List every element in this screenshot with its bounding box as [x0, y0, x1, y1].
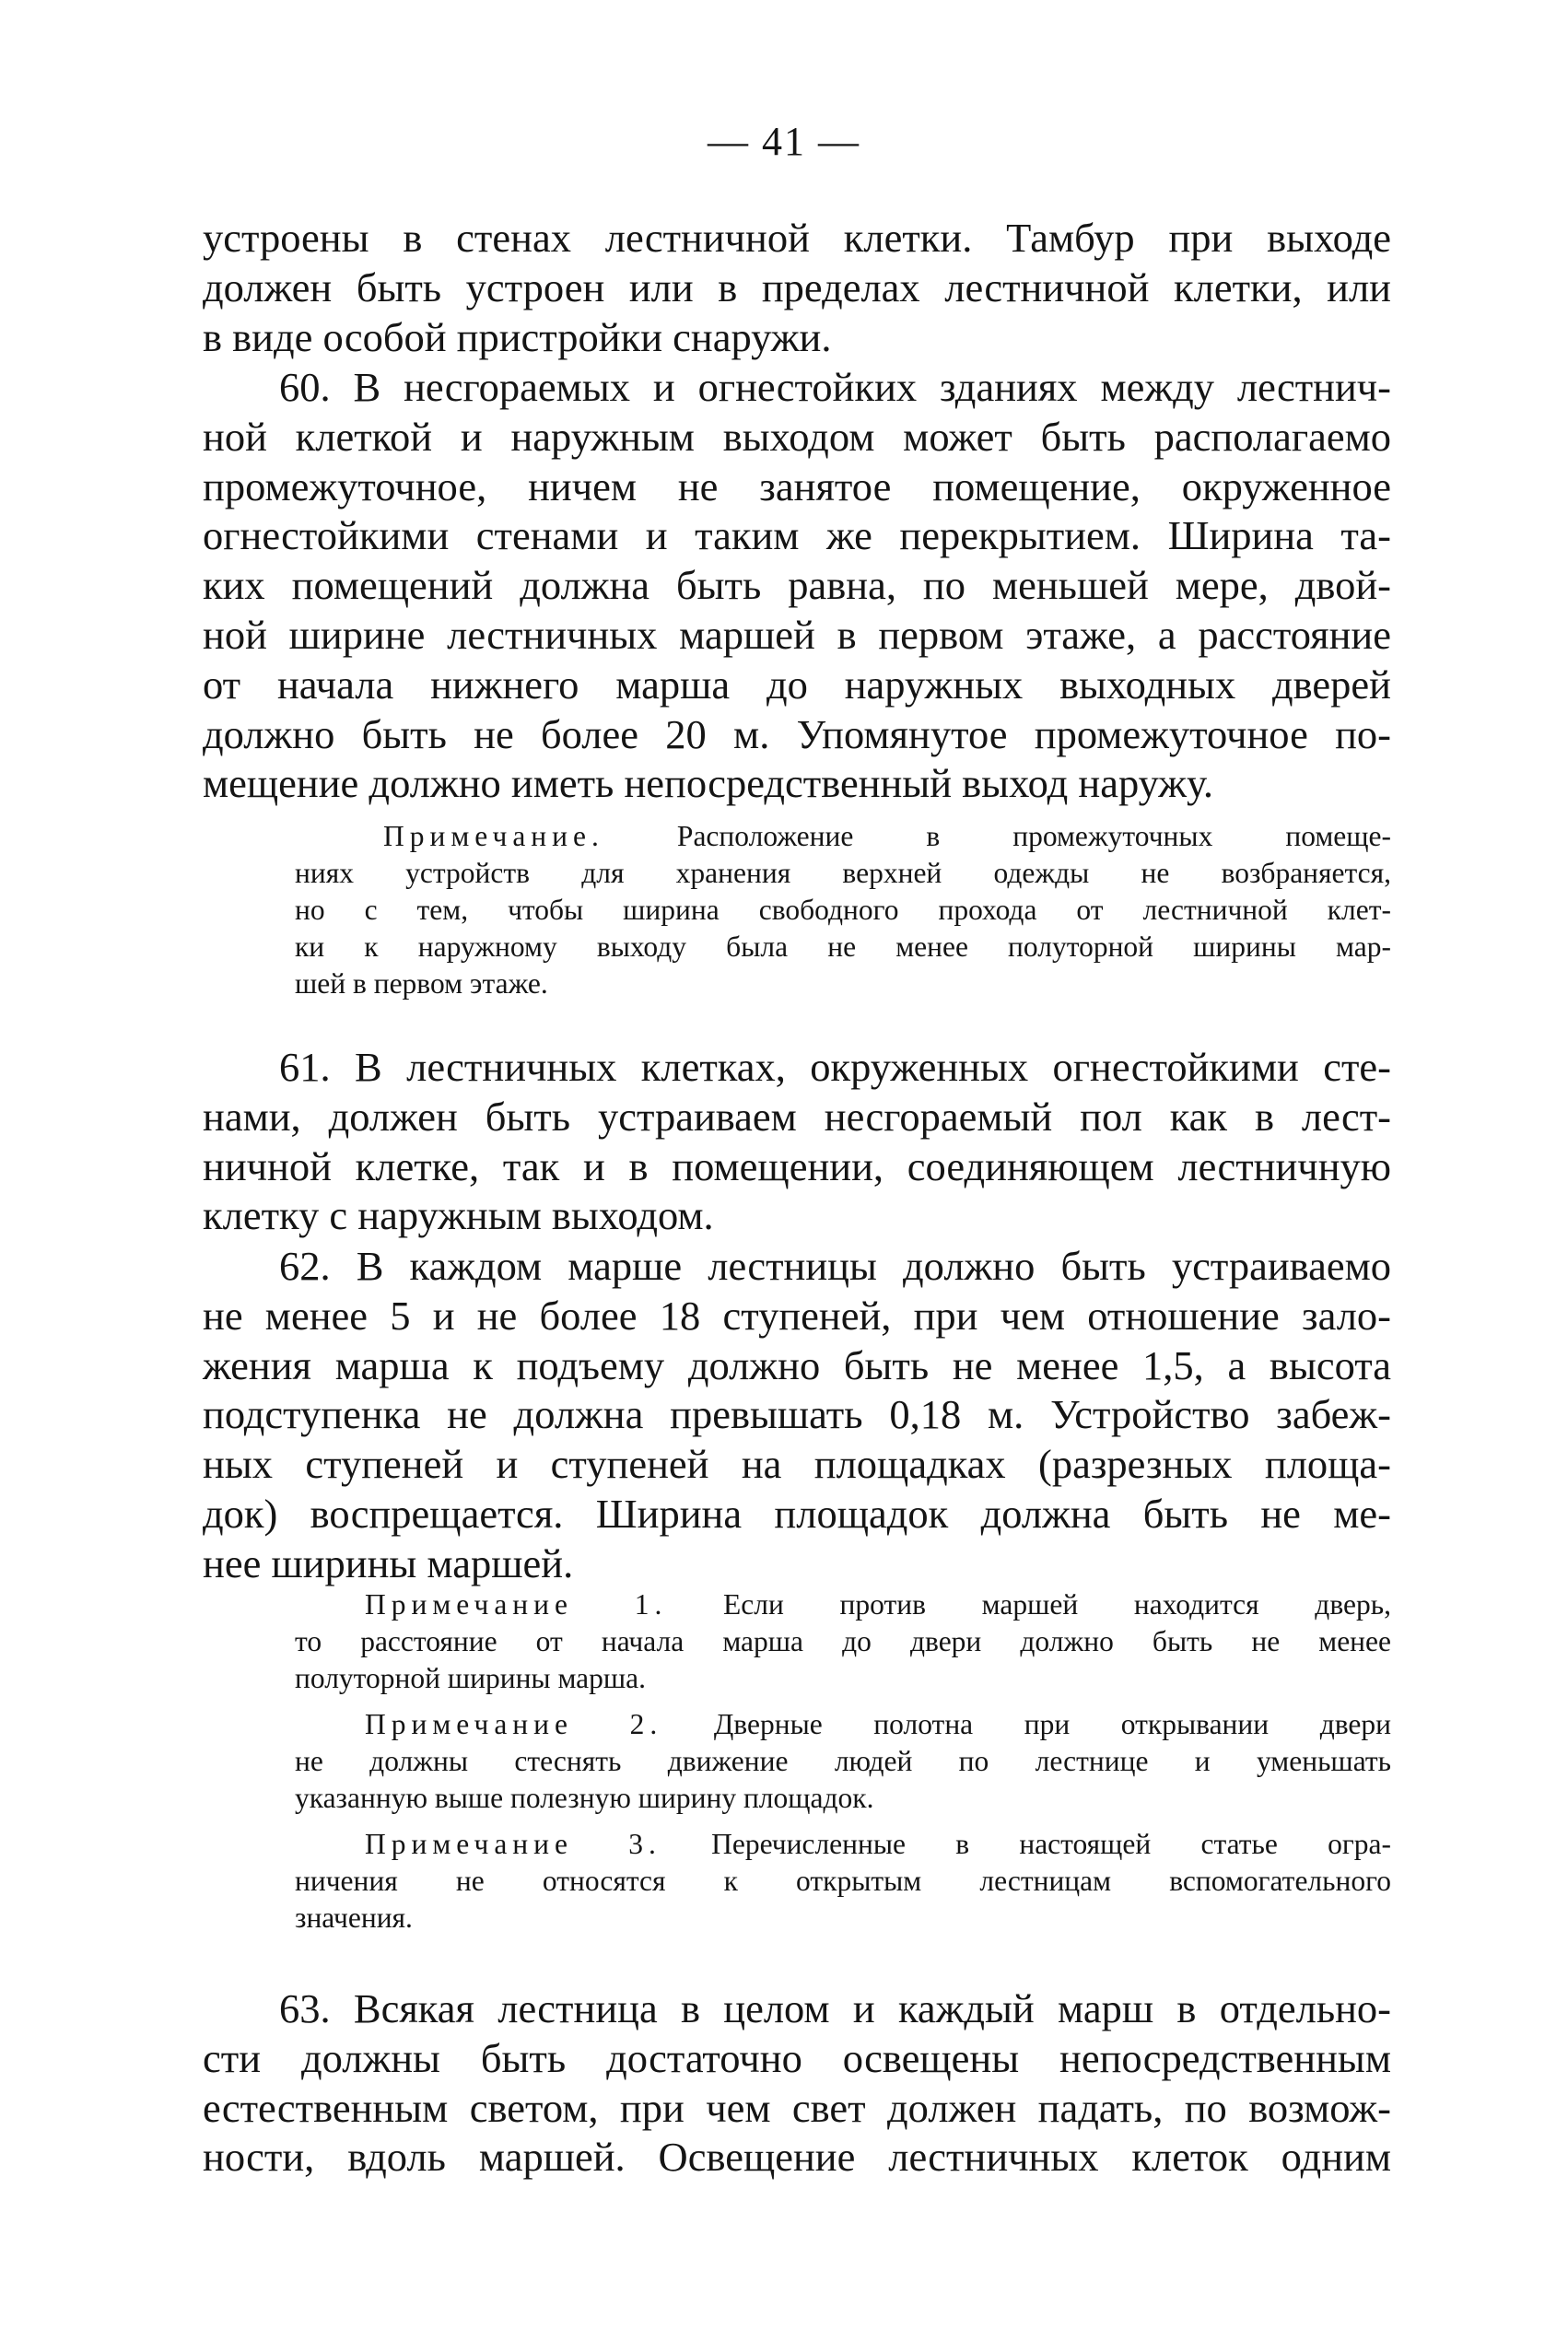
text-line: должен быть устроен или в пределах лестничной клетки, или: [203, 263, 1391, 310]
paragraph-61: [203, 1043, 1391, 1241]
text-line: шей в первом этаже.: [295, 967, 548, 1000]
text-line: устроены в стенах лестничной клетки. Тамбур при выходе: [203, 215, 1391, 261]
text-line: естественным светом, при чем свет должен падать, по возмож-: [203, 2084, 1391, 2131]
text-line: значения.: [295, 1902, 413, 1934]
note-62-1: [295, 1586, 1391, 1697]
text-line: промежуточное, ничем не занятое помещение, окруженное: [203, 462, 1391, 509]
text-line: от начала нижнего марша до наружных выходных дверей: [203, 661, 1391, 708]
text-line: указанную выше полезную ширину площадок.: [295, 1782, 874, 1814]
text-line: не должны стеснять движение людей по лестнице и уменьшать: [295, 1745, 1391, 1777]
text-line: мещение должно иметь непосредственный выход наружу.: [203, 760, 1213, 807]
text-line: клетку с наружным выходом.: [203, 1192, 714, 1239]
paragraph-62: [203, 1242, 1391, 1589]
text-line: то расстояние от начала марша до двери должно быть не менее: [295, 1625, 1391, 1657]
text-line: ных ступеней и ступеней на площадках (разрезных площа-: [203, 1441, 1391, 1488]
text-line: ничения не относятся к открытым лестницам вспомогательного: [295, 1865, 1391, 1897]
text-line: жения марша к подъему должно быть не менее 1,5, а высота: [203, 1341, 1391, 1388]
text-line: нее ширины маршей.: [203, 1539, 574, 1586]
text-line: Примечание 2. Дверные полотна при открывании двери: [365, 1708, 1392, 1740]
text-line: не менее 5 и не более 18 ступеней, при чем отношение зало-: [203, 1292, 1391, 1339]
text-line: огнестойкими стенами и таким же перекрытием. Ширина та-: [203, 512, 1391, 559]
text-line: полуторной ширины марша.: [295, 1662, 647, 1694]
note-62-2: [295, 1706, 1391, 1817]
text-line: 61. В лестничных клетках, окруженных огнестойкими сте-: [279, 1044, 1391, 1090]
paragraph-60: [203, 363, 1391, 809]
text-line: подступенка не должна превышать 0,18 м. Устройство забеж-: [203, 1391, 1391, 1438]
paragraph-63: [203, 1984, 1391, 2183]
text-line: но с тем, чтобы ширина свободного прохода от лестничной клет-: [295, 894, 1391, 926]
text-line: ничной клетке, так и в помещении, соединяющем лестничную: [203, 1142, 1391, 1189]
text-line: ной клеткой и наружным выходом может быть располагаемо: [203, 413, 1391, 460]
note-label: Примечание.: [383, 820, 604, 852]
text-line: сти должны быть достаточно освещены непосредственным: [203, 2034, 1391, 2081]
text-line: Примечание 3. Перечисленные в настоящей статье огра-: [365, 1828, 1391, 1860]
text-line: ки к наружному выходу была не менее полуторной ширины мар-: [295, 930, 1391, 963]
text-line: 62. В каждом марше лестницы должно быть устраиваемо: [279, 1243, 1391, 1289]
page-number: — 41 —: [708, 119, 860, 164]
text-line: нами, должен быть устраиваем несгораемый пол как в лест-: [203, 1093, 1391, 1140]
text-line: 60. В несгораемых и огнестойких зданиях между лестнич-: [279, 364, 1391, 410]
note-62-3: [295, 1826, 1391, 1937]
intro-paragraph: [203, 214, 1391, 362]
text-line: Примечание 1. Если против маршей находится дверь,: [365, 1588, 1391, 1621]
note-label: Примечание 1.: [365, 1588, 668, 1621]
text-line: должно быть не более 20 м. Упомянутое промежуточное по-: [203, 710, 1391, 757]
text-line: док) воспрещается. Ширина площадок должна быть не ме-: [203, 1490, 1391, 1537]
text-line: ких помещений должна быть равна, по меньшей мере, двой-: [203, 562, 1391, 609]
text-line: 63. Всякая лестница в целом и каждый марш в отдельно-: [279, 1985, 1391, 2031]
text-line: ности, вдоль маршей. Освещение лестничных клеток одним: [203, 2134, 1391, 2181]
text-line: Примечание. Расположение в промежуточных помеще-: [383, 820, 1391, 852]
text-line: ниях устройств для хранения верхней одежды не возбраняется,: [295, 857, 1391, 889]
note-label: Примечание 2.: [365, 1708, 663, 1740]
note-label: Примечание 3.: [365, 1828, 661, 1860]
note-60: [295, 818, 1391, 1002]
text-line: в виде особой пристройки снаружи.: [203, 313, 832, 360]
text-line: ной ширине лестничных маршей в первом этаже, а расстояние: [203, 611, 1391, 658]
